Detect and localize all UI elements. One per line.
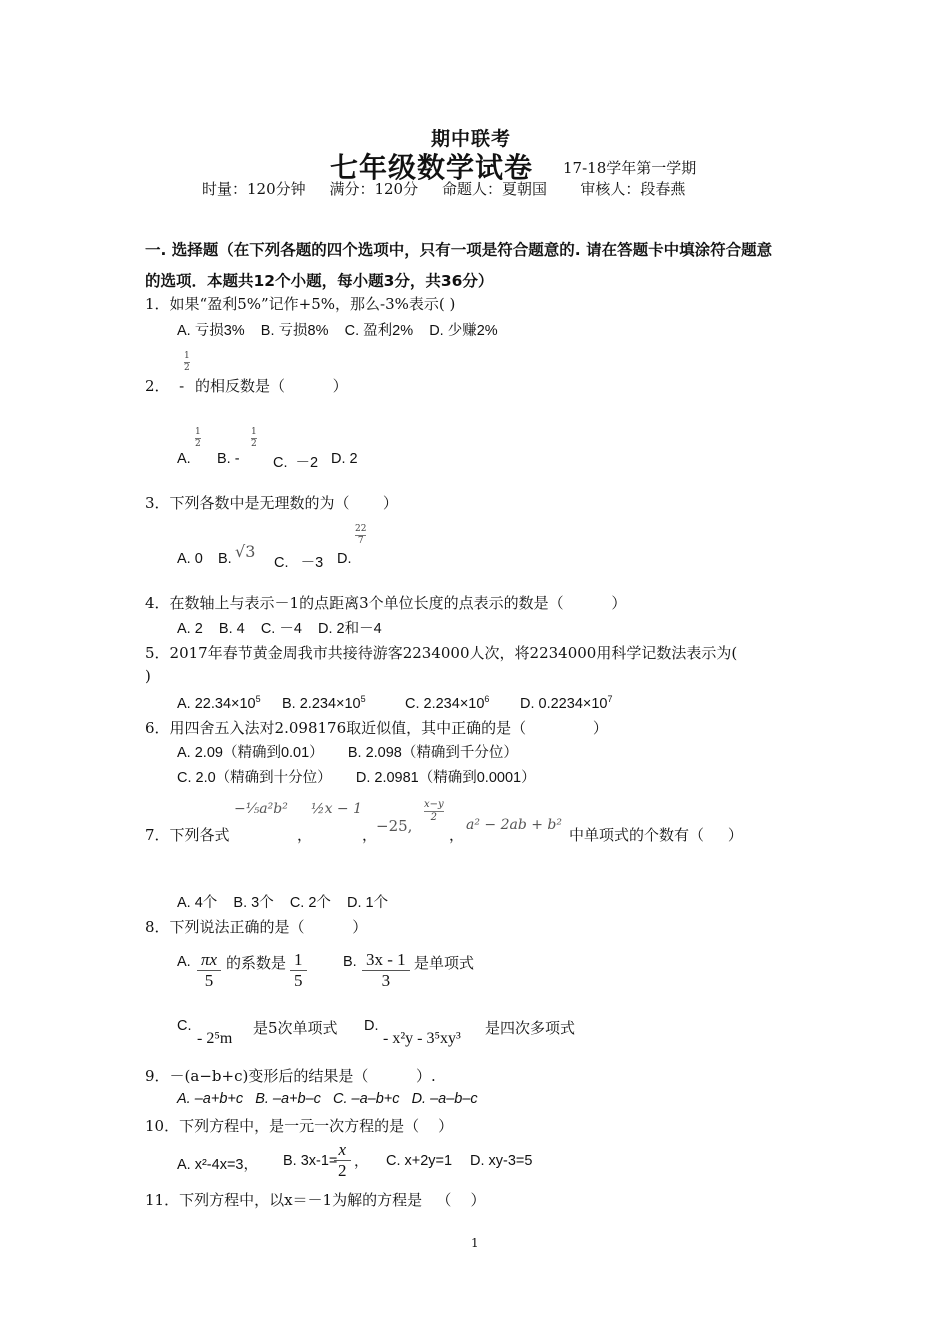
question-8-option-a-coefficient: $\frac{1}{5}$ [290, 950, 307, 992]
question-8-option-a-text: 的系数是 [226, 954, 287, 972]
question-2-option-c: C. －2 [273, 455, 319, 471]
exam-title: 七年级数学试卷 [330, 151, 534, 184]
question-7-expr-3: −25, [376, 817, 413, 835]
question-3-option-d: D. [337, 551, 352, 567]
exam-term: 17-18学年第一学期 [563, 159, 697, 177]
question-8-option-d-expression: - x²y - 3⁵xy³ [383, 1030, 461, 1047]
question-3-sqrt-expression: √3 [235, 542, 256, 561]
question-3-option-b: B. [218, 551, 232, 567]
question-8-option-a-fraction: $\frac{\pi x}{5}$ [197, 950, 221, 992]
question-8-stem: 8．下列说法正确的是（ ） [145, 918, 368, 936]
question-7-suffix: 中单项式的个数有（ ） [569, 826, 743, 844]
question-4-stem: 4．在数轴上与表示－1的点距离3个单位长度的点表示的数是（ ） [145, 594, 627, 612]
question-2-option-d: D. 2 [331, 451, 358, 467]
question-7-expr-4: x−y 2 [424, 799, 444, 823]
question-8-option-b-label: B. [343, 954, 357, 970]
question-7-expr-5: a² − 2ab + b² [466, 817, 563, 833]
question-2-option-b-fraction: 1 2 [251, 427, 257, 449]
frac-den: 2 [184, 363, 190, 373]
question-2-fraction [184, 352, 190, 373]
question-8-option-c-label: C. [177, 1018, 192, 1034]
question-7-options: A. 4个 B. 3个 C. 2个 D. 1个 [177, 895, 389, 911]
question-10-option-d: D. xy-3=5 [470, 1153, 533, 1169]
question-6-options-line2: C. 2.0（精确到十分位） D. 2.0981（精确到0.0001） [177, 770, 536, 786]
question-9-stem: 9．－(a−b+c)变形后的结果是（ ）. [145, 1067, 436, 1085]
question-6-options-line1: A. 2.09（精确到0.01） B. 2.098（精确到千分位） [177, 745, 518, 761]
question-7-prefix: 7．下列各式 [145, 826, 230, 844]
question-8-option-d-text: 是四次多项式 [485, 1019, 576, 1037]
question-10-option-b-fraction: $\frac{x}{2}$ [334, 1140, 351, 1182]
question-7-comma-2: ， [362, 826, 378, 844]
question-7-expr-2: ½x − 1 [311, 801, 363, 817]
exam-meta: 时量：120分钟 满分：120分 命题人：夏朝国 审核人：段春燕 [202, 180, 686, 198]
question-7-expr-1: −⅕a²b² [234, 801, 288, 817]
question-8-option-c-expression: - 2⁵m [197, 1030, 233, 1047]
question-2-prefix: 2． - [145, 377, 185, 395]
question-3-option-a: A. 0 [177, 551, 203, 567]
question-11-stem: 11．下列方程中，以x＝－1为解的方程是 （ ） [145, 1191, 486, 1209]
question-10-option-c: C. x+2y=1 [386, 1153, 453, 1169]
section-heading-line2: 的选项．本题共12个小题，每小题3分，共36分） [145, 272, 494, 290]
question-10-option-b: B. 3x-1= [283, 1153, 338, 1169]
question-5-option-b: B. $2.234\times 10^5$ [282, 694, 366, 712]
question-8-option-d-label: D. [364, 1018, 379, 1034]
question-10-option-a: A. x²-4x=3， [177, 1157, 258, 1173]
page-number: 1 [471, 1236, 479, 1250]
question-5-option-c: C. $2.234\times 10^6$ [405, 694, 490, 712]
exam-subtitle: 期中联考 [431, 128, 512, 150]
section-heading-line1: 一. 选择题（在下列各题的四个选项中，只有一项是符合题意的. 请在答题卡中填涂符合题意 [145, 241, 773, 259]
question-8-option-a-label: A. [177, 954, 191, 970]
question-8-option-b-text: 是单项式 [414, 954, 475, 972]
question-8-option-c-text: 是5次单项式 [253, 1019, 338, 1037]
question-5-stem-end: ) [145, 667, 151, 685]
question-3-stem: 3．下列各数中是无理数的为（ ） [145, 494, 398, 512]
question-7-comma-1: ， [297, 826, 313, 844]
question-10-stem: 10．下列方程中，是一元一次方程的是（ ） [145, 1117, 454, 1135]
question-2-option-b: B. - [217, 451, 240, 467]
question-9-options: A. –a+b+c B. –a+b–c C. –a–b+c D. –a–b–c [177, 1091, 478, 1107]
frac-num: 1 [184, 351, 190, 361]
question-1-options: A. 亏损3% B. 亏损8% C. 盈利2% D. 少赚2% [177, 323, 498, 339]
question-5-option-a: A. $22.34\times 10^5$ [177, 694, 261, 712]
question-3-option-c: C. －3 [274, 555, 324, 571]
question-10-option-b-comma: ， [354, 1154, 369, 1170]
question-2-suffix: 的相反数是（ ） [195, 377, 348, 395]
question-8-option-b-fraction: $\frac{3x - 1}{3}$ [362, 950, 410, 992]
question-4-options: A. 2 B. 4 C. －4 D. 2和－4 [177, 621, 382, 637]
question-6-stem: 6．用四舍五入法对2.098176取近似值，其中正确的是（ ） [145, 719, 608, 737]
question-2-option-a-fraction: 1 2 [195, 427, 201, 449]
question-3-fraction: 22 7 [355, 524, 367, 546]
question-5-option-d: D. $0.2234\times 10^7$ [520, 694, 613, 712]
question-1-stem: 1．如果“盈利5%”记作+5%，那么-3%表示( ) [145, 295, 456, 313]
question-2-option-a: A. [177, 451, 191, 467]
question-7-comma-3: ， [449, 826, 465, 844]
question-5-stem: 5．2017年春节黄金周我市共接待游客2234000人次，将2234000用科学记数法表示为( [145, 644, 738, 662]
